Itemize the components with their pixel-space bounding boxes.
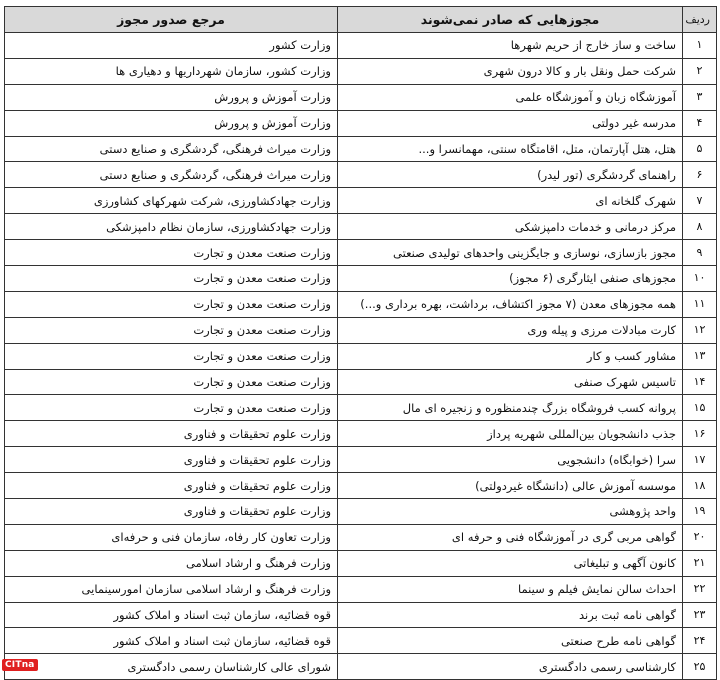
row-number: ۲۱ [683, 550, 717, 576]
row-number: ۷ [683, 188, 717, 214]
header-row-number: ردیف [683, 7, 717, 33]
license-name: مجوزهای صنفی ایثارگری (۶ مجوز) [338, 266, 683, 292]
issuing-authority: وزارت علوم تحقیقات و فناوری [5, 473, 338, 499]
row-number: ۲۲ [683, 576, 717, 602]
header-authority: مرجع صدور مجوز [5, 7, 338, 33]
license-name: موسسه آموزش عالی (دانشگاه غیردولتی) [338, 473, 683, 499]
issuing-authority: وزارت کشور، سازمان شهرداریها و دهیاری ها [5, 58, 338, 84]
table-row [5, 291, 717, 317]
table-row [5, 343, 717, 369]
table-body [5, 33, 717, 680]
license-name: گواهی نامه ثبت برند [338, 602, 683, 628]
issuing-authority: وزارت صنعت معدن و تجارت [5, 240, 338, 266]
license-name: مجوز بازسازی، نوسازی و جایگزینی واحدهای تولیدی صنعتی [338, 240, 683, 266]
license-name: گواهی نامه طرح صنعتی [338, 628, 683, 654]
license-name: آموزشگاه زبان و آموزشگاه علمی [338, 84, 683, 110]
row-number: ۱۹ [683, 499, 717, 525]
license-name: هتل، هتل آپارتمان، متل، اقامتگاه سنتی، مهمانسرا و... [338, 136, 683, 162]
issuing-authority: وزارت فرهنگ و ارشاد اسلامی سازمان امورسینمایی [5, 576, 338, 602]
issuing-authority: وزارت میراث فرهنگی، گردشگری و صنایع دستی [5, 162, 338, 188]
issuing-authority: وزارت صنعت معدن و تجارت [5, 343, 338, 369]
table-row [5, 395, 717, 421]
license-name: راهنمای گردشگری (تور لیدر) [338, 162, 683, 188]
table-row [5, 33, 717, 59]
table-row [5, 447, 717, 473]
license-name: شهرک گلخانه ای [338, 188, 683, 214]
row-number: ۴ [683, 110, 717, 136]
table-row [5, 214, 717, 240]
issuing-authority: وزارت آموزش و پرورش [5, 84, 338, 110]
table-row [5, 499, 717, 525]
row-number: ۱۶ [683, 421, 717, 447]
table-row [5, 473, 717, 499]
issuing-authority: وزارت فرهنگ و ارشاد اسلامی [5, 550, 338, 576]
row-number: ۱۸ [683, 473, 717, 499]
row-number: ۲۴ [683, 628, 717, 654]
table-row [5, 84, 717, 110]
issuing-authority: وزارت صنعت معدن و تجارت [5, 266, 338, 292]
table-header-row [5, 7, 717, 33]
row-number: ۱۳ [683, 343, 717, 369]
header-licenses: مجوزهایی که صادر نمی‌شوند [338, 7, 683, 33]
issuing-authority: وزارت آموزش و پرورش [5, 110, 338, 136]
table-row [5, 576, 717, 602]
table-row [5, 550, 717, 576]
license-name: کانون آگهی و تبلیغاتی [338, 550, 683, 576]
row-number: ۱۲ [683, 317, 717, 343]
issuing-authority: وزارت صنعت معدن و تجارت [5, 395, 338, 421]
license-name: همه مجوزهای معدن (۷ مجوز اکتشاف، برداشت، بهره برداری و...) [338, 291, 683, 317]
row-number: ۱۱ [683, 291, 717, 317]
issuing-authority: وزارت جهادکشاورزی، شرکت شهرکهای کشاورزی [5, 188, 338, 214]
license-name: ساخت و ساز خارج از حریم شهرها [338, 33, 683, 59]
issuing-authority: وزارت علوم تحقیقات و فناوری [5, 499, 338, 525]
issuing-authority: وزارت صنعت معدن و تجارت [5, 369, 338, 395]
license-name: کارت مبادلات مرزی و پیله وری [338, 317, 683, 343]
license-name: پروانه کسب فروشگاه بزرگ چندمنظوره و زنجیره ای مال [338, 395, 683, 421]
issuing-authority: وزارت میراث فرهنگی، گردشگری و صنایع دستی [5, 136, 338, 162]
row-number: ۱۷ [683, 447, 717, 473]
row-number: ۲۳ [683, 602, 717, 628]
table-row [5, 240, 717, 266]
license-name: تاسیس شهرک صنفی [338, 369, 683, 395]
issuing-authority: وزارت جهادکشاورزی، سازمان نظام دامپزشکی [5, 214, 338, 240]
row-number: ۸ [683, 214, 717, 240]
table-row [5, 317, 717, 343]
license-name: سرا (خوابگاه) دانشجویی [338, 447, 683, 473]
license-name: مرکز درمانی و خدمات دامپزشکی [338, 214, 683, 240]
license-table [4, 6, 717, 680]
row-number: ۱ [683, 33, 717, 59]
issuing-authority: وزارت تعاون کار رفاه، سازمان فنی و حرفه‌ای [5, 524, 338, 550]
row-number: ۱۴ [683, 369, 717, 395]
issuing-authority: وزارت علوم تحقیقات و فناوری [5, 447, 338, 473]
issuing-authority: وزارت صنعت معدن و تجارت [5, 317, 338, 343]
table-row [5, 58, 717, 84]
row-number: ۲ [683, 58, 717, 84]
issuing-authority: شورای عالی کارشناسان رسمی دادگستری [5, 654, 338, 680]
row-number: ۲۰ [683, 524, 717, 550]
table-row [5, 110, 717, 136]
license-table-container [4, 6, 716, 680]
table-row [5, 628, 717, 654]
issuing-authority: قوه قضائیه، سازمان ثبت اسناد و املاک کشور [5, 602, 338, 628]
license-name: واحد پژوهشی [338, 499, 683, 525]
license-name: شرکت حمل ونقل بار و کالا درون شهری [338, 58, 683, 84]
table-row [5, 266, 717, 292]
issuing-authority: قوه قضائیه، سازمان ثبت اسناد و املاک کشور [5, 628, 338, 654]
row-number: ۳ [683, 84, 717, 110]
license-name: مدرسه غیر دولتی [338, 110, 683, 136]
table-row [5, 654, 717, 680]
license-name: احداث سالن نمایش فیلم و سینما [338, 576, 683, 602]
row-number: ۲۵ [683, 654, 717, 680]
license-name: گواهی مربی گری در آموزشگاه فنی و حرفه ای [338, 524, 683, 550]
issuing-authority: وزارت صنعت معدن و تجارت [5, 291, 338, 317]
row-number: ۱۵ [683, 395, 717, 421]
table-row [5, 188, 717, 214]
row-number: ۹ [683, 240, 717, 266]
table-row [5, 369, 717, 395]
issuing-authority: وزارت کشور [5, 33, 338, 59]
license-name: جذب دانشجویان بین‌المللی شهریه پرداز [338, 421, 683, 447]
table-row [5, 162, 717, 188]
table-row [5, 421, 717, 447]
row-number: ۶ [683, 162, 717, 188]
row-number: ۵ [683, 136, 717, 162]
table-row [5, 136, 717, 162]
logo-text: CITna [2, 659, 38, 671]
citna-logo [2, 657, 38, 673]
license-name: مشاور کسب و کار [338, 343, 683, 369]
table-row [5, 602, 717, 628]
table-row [5, 524, 717, 550]
issuing-authority: وزارت علوم تحقیقات و فناوری [5, 421, 338, 447]
row-number: ۱۰ [683, 266, 717, 292]
license-name: کارشناسی رسمی دادگستری [338, 654, 683, 680]
